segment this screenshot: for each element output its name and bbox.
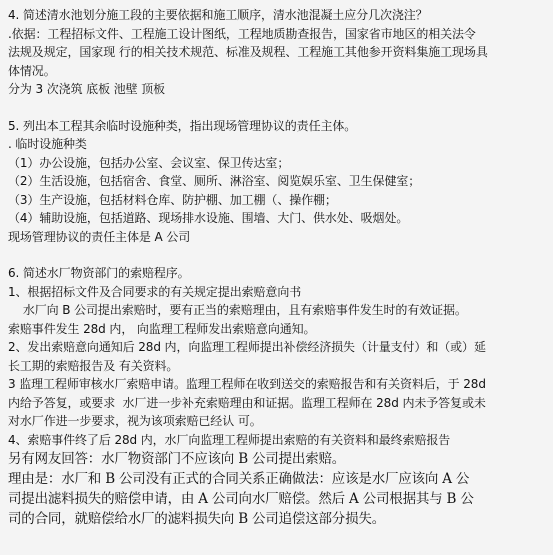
comment-line: 理由是：水厂和 B 公司没有正式的合同关系正确做法：应该是水厂应该向 A 公 [8,471,470,487]
claim-step-line: 4、索赔事件终了后 28d 内，水厂向监理工程师提出索赔的有关资料和最终索赔报告 [8,432,451,447]
claim-step-line: 水厂向 B 公司提出索赔时，要有正当的索赔理由，且有索赔事件发生时的有效证据。 [8,303,467,317]
claim-step-line: 1、根据招标文件及合同要求的有关规定提出索赔意向书 [8,284,302,299]
question-4-basis-line-3: 体情况。 [8,63,56,78]
facility-item-living: （2）生活设施，包括宿舍、食堂、厕所、淋浴室、阅览娱乐室、卫生保健室； [8,174,421,188]
question-4-basis-line-2: 法规及规定，国家现 行的相关技术规范、标准及规程、工程施工其他参开资料集施工现场具 [8,45,488,59]
claim-step-line: 长工期的索赔报告及 有关资料。 [8,358,179,373]
question-4-title: 4. 简述清水池划分施工段的主要依据和施工顺序，清水池混凝土应分几次浇注？ [8,8,428,22]
question-6-title: 6. 简述水厂物资部门的索赔程序。 [8,266,190,280]
facility-item-production: （3）生产设施，包括材料仓库、防护棚、加工棚（、操作棚； [8,192,337,207]
claim-step-line: 3 监理工程师审核水厂索赔申请。监理工程师在收到送交的索赔报告和有关资料后，于 28d [8,377,486,391]
claim-step-line: 2、发出索赔意向通知后 28d 内，向监理工程师提出补偿经济损失（计量支付）和（或）延 [8,340,486,354]
question-5-subtitle: . 临时设施种类 [8,137,87,151]
claim-step-line: 对水厂作进一步要求，视为该项索赔已经认 可。 [8,414,262,428]
facility-item-office: （1）办公设施，包括办公室、会议室、保卫传达室； [8,155,290,170]
claim-step-line: 内给予答复，或要求 水厂进一步补充索赔理由和证据。监理工程师在 28d 内未予答复或未 [8,395,486,410]
comment-line: 司提出滤料损失的赔偿申请，由 A 公司向水厂赔偿。然后 A 公司根据其与 B 公 [8,491,474,507]
facility-item-auxiliary: （4）辅助设施，包括道路、现场排水设施、围墙、大门、供水处、吸烟处。 [8,211,409,225]
comment-line: 另有网友回答：水厂物资部门不应该向 B 公司提出索赔。 [8,451,346,467]
question-4-answer: 分为 3 次浇筑 底板 池壁 顶板 [8,82,166,96]
question-5-answer: 现场管理协议的责任主体是 A 公司 [8,229,191,244]
question-5-title: 5. 列出本工程其余临时设施种类，指出现场管理协议的责任主体。 [8,118,357,133]
claim-step-line: 索赔事件发生 28d 内， 向监理工程师发出索赔意向通知。 [8,321,316,336]
question-4-basis-line-1: .依据：工程招标文件、工程施工设计图纸，工程地质勘查报告，国家省市地区的相关法令 [8,26,476,41]
comment-line: 司的合同，就赔偿给水厂的滤料损失向 B 公司追偿这部分损失。 [8,511,386,527]
